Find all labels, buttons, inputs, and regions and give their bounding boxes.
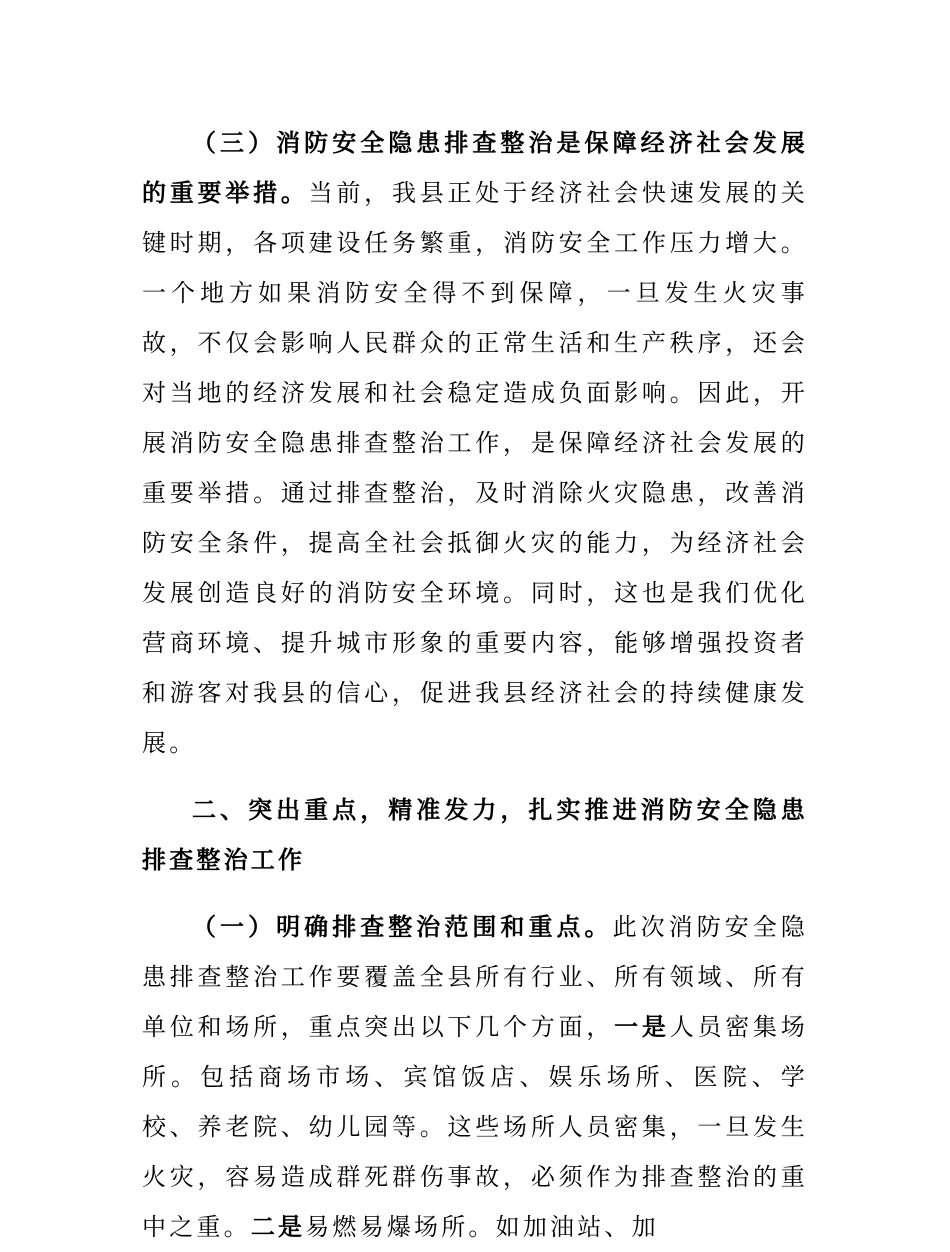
paragraph-section-3 — [142, 118, 808, 768]
section-1-body-c: 易燃易爆场所。如加油站、加 — [305, 1213, 659, 1241]
section-3-heading: （三）消防安全隐患排查整治是保障经济社会发展的重要举措。 — [142, 129, 808, 207]
section-1-marker-2: 二是 — [250, 1213, 306, 1241]
paragraph-section-1 — [142, 902, 808, 1252]
section-1-body-b: 人员密集场所。包括商场市场、宾馆饭店、娱乐场所、医院、学校、养老院、幼儿园等。这些场所人员密集，一旦发生火灾，容易造成群死群伤事故，必须作为排查整治的重中之重。 — [142, 1013, 808, 1241]
section-3-body: 当前，我县正处于经济社会快速发展的关键时期，各项建设任务繁重，消防安全工作压力增大。一个地方如果消防安全得不到保障，一旦发生火灾事故，不仅会影响人民群众的正常生活和生产秩序，还会对当地的经济发展和社会稳定造成负面影响。因此，开展消防安全隐患排查整治工作，是保障经济社会发展的重要举措。通过排查整治，及时消除火灾隐患，改善消防安全条件，提高全社会抵御火灾的能力，为经济社会发展创造良好的消防安全环境。同时，这也是我们优化营商环境、提升城市形象的重要内容，能够增强投资者和游客对我县的信心，促进我县经济社会的持续健康发展。 — [142, 179, 808, 757]
section-1-marker-1: 一是 — [614, 1013, 670, 1041]
document-page — [142, 118, 808, 1252]
part-2-heading: 二、突出重点，精准发力，扎实推进消防安全隐患排查整治工作 — [142, 796, 808, 874]
section-1-body-a: 此次消防安全隐患排查整治工作要覆盖全县所有行业、所有领域、所有单位和场所，重点突出以下几个方面， — [142, 913, 809, 1041]
section-1-heading: （一）明确排查整治范围和重点。 — [192, 913, 613, 941]
